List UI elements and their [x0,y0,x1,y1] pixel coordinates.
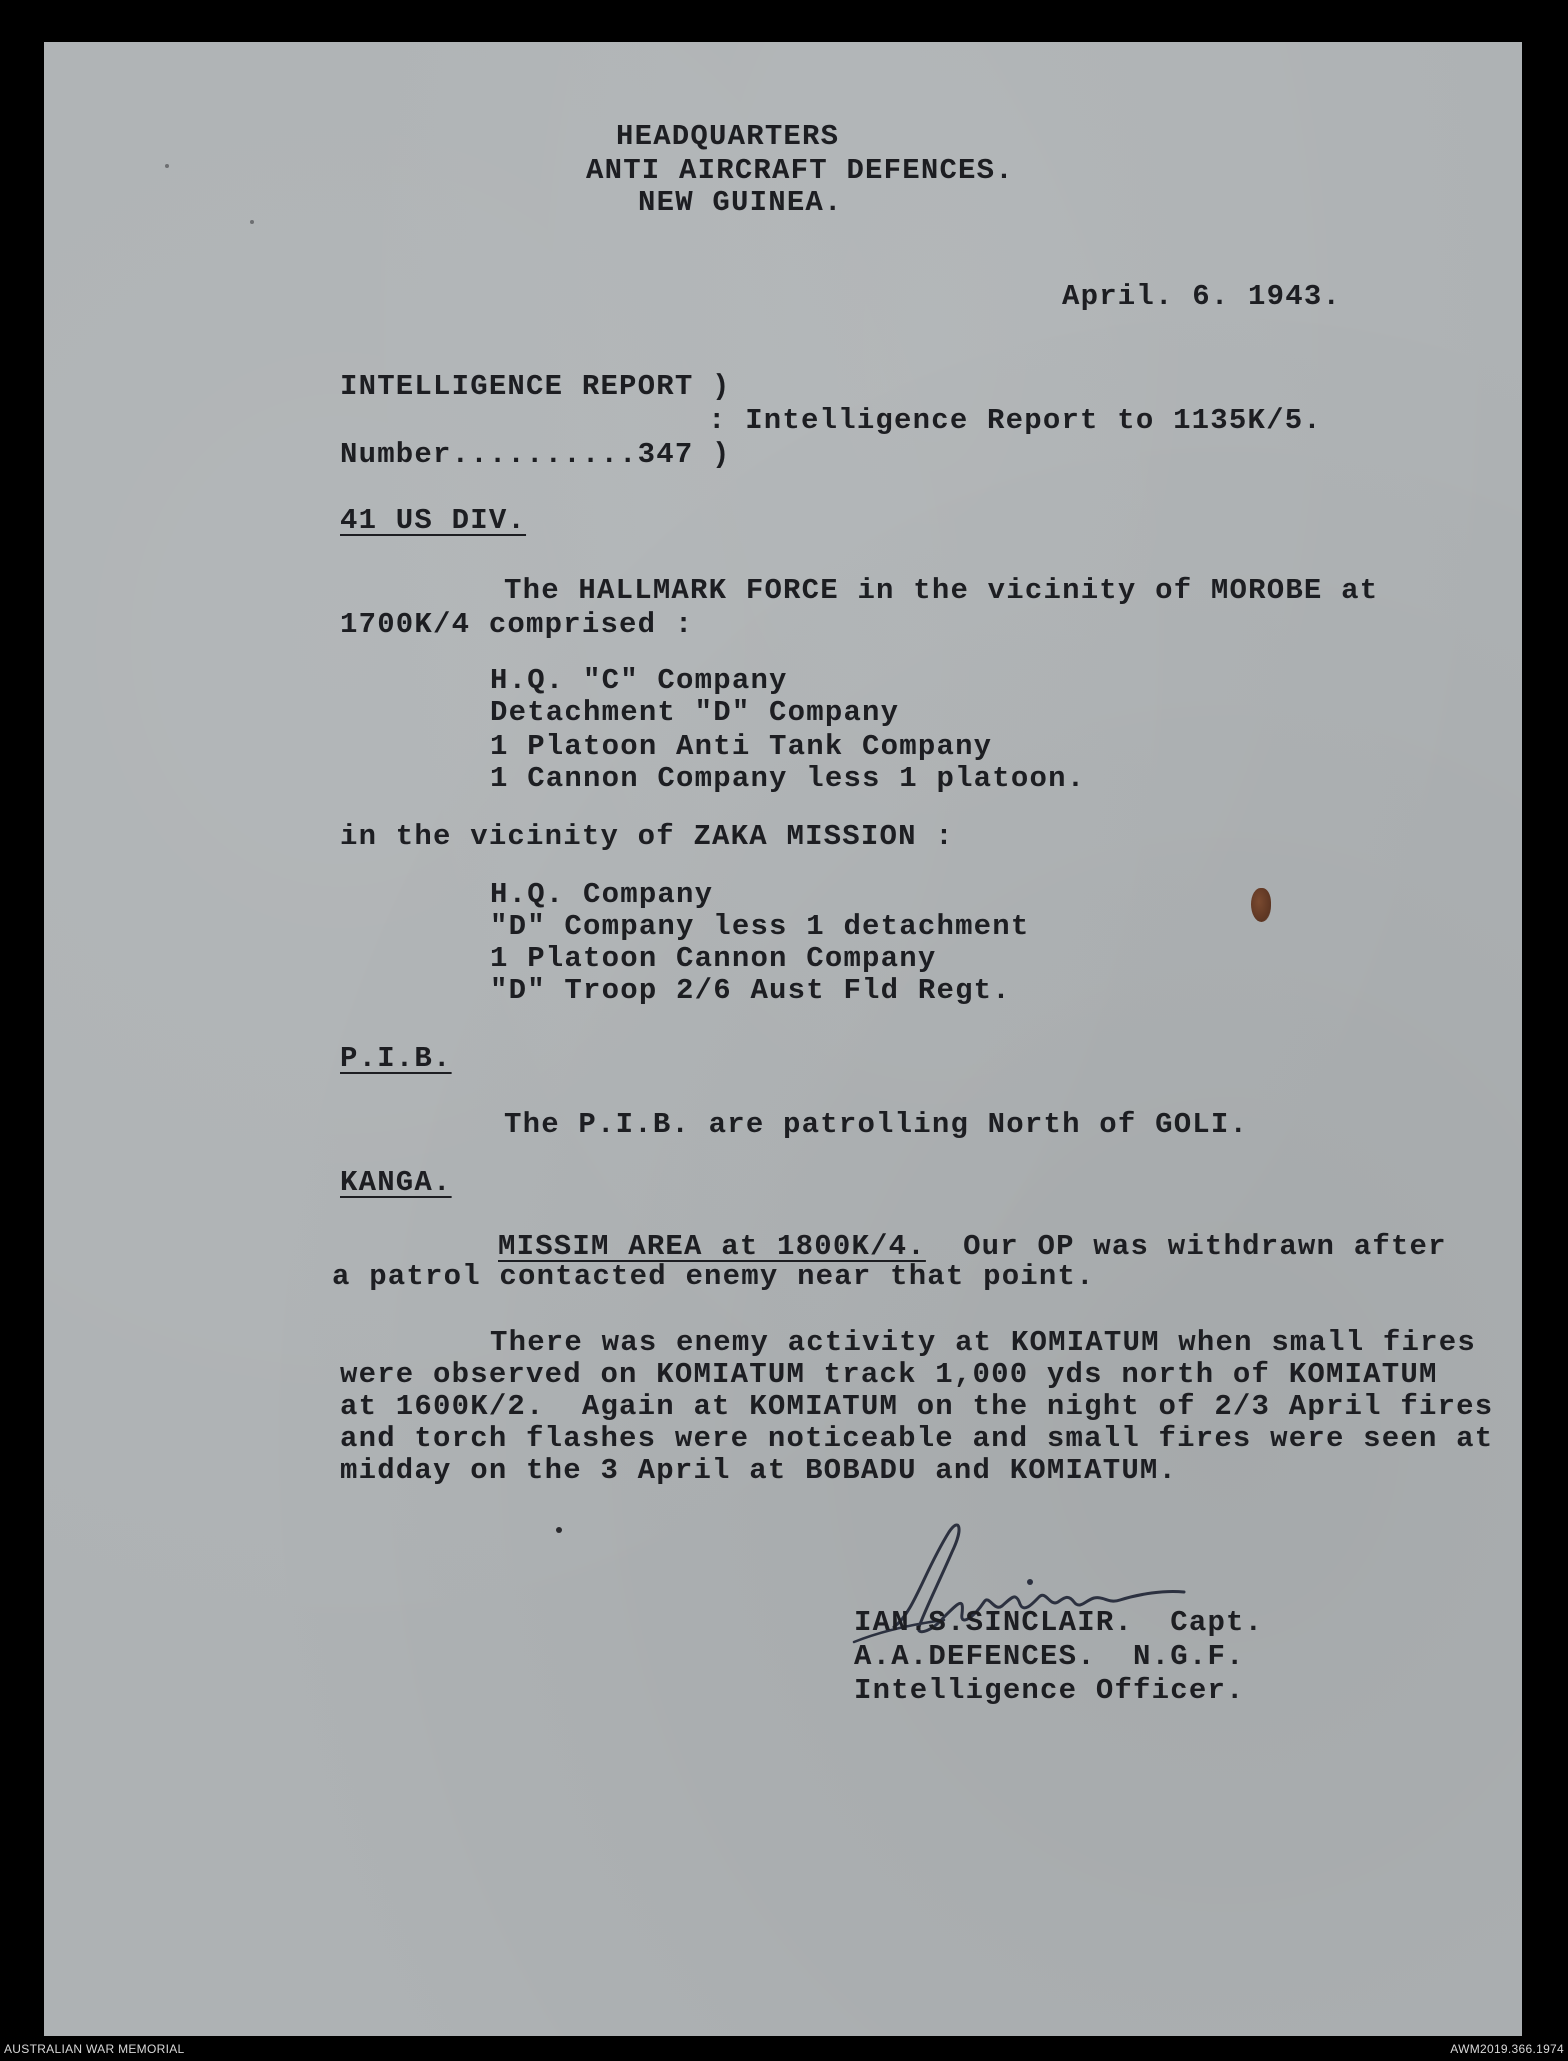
section-heading-pib: P.I.B. [340,1042,452,1075]
div41-intro-line-2: 1700K/4 comprised : [340,608,694,641]
morobe-unit-item: H.Q. "C" Company [490,664,788,697]
ink-dot [165,164,169,168]
kanga-para2-line: were observed on KOMIATUM track 1,000 yds north of KOMIATUM [340,1358,1438,1391]
signatory-name: IAN.S.SINCLAIR. Capt. [854,1606,1264,1639]
kanga-para2-line: at 1600K/2. Again at KOMIATUM on the night of 2/3 April fires [340,1390,1494,1423]
section-heading-41-us-div: 41 US DIV. [340,504,527,537]
ink-dot [250,220,254,224]
signatory-role: Intelligence Officer. [854,1674,1245,1707]
kanga-missim-heading: MISSIM AREA at 1800K/4. [498,1230,926,1263]
report-reference: : Intelligence Report to 1135K/5. [708,404,1322,437]
section-heading-kanga: KANGA. [340,1166,452,1199]
kanga-para2-line: midday on the 3 April at BOBADU and KOMIATUM. [340,1454,1178,1487]
footer-credit: AUSTRALIAN WAR MEMORIAL [4,2042,185,2056]
div41-intro-line-1: The HALLMARK FORCE in the vicinity of MOROBE at [504,574,1379,607]
report-number: Number..........347 ) [340,438,731,471]
kanga-para1-rest: Our OP was withdrawn after [925,1230,1447,1263]
morobe-unit-item: Detachment "D" Company [490,696,900,729]
signatory-unit: A.A.DEFENCES. N.G.F. [854,1640,1245,1673]
report-title: INTELLIGENCE REPORT ) [340,370,731,403]
zaka-unit-item: H.Q. Company [490,878,714,911]
kanga-para1-line2: a patrol contacted enemy near that point. [332,1260,1095,1293]
rust-stain [1251,888,1271,922]
header-line-headquarters: HEADQUARTERS [616,120,840,153]
zaka-unit-item: "D" Company less 1 detachment [490,910,1030,943]
header-line-defences: ANTI AIRCRAFT DEFENCES. [586,154,1014,187]
header-line-location: NEW GUINEA. [638,186,843,219]
zaka-unit-item: 1 Platoon Cannon Company [490,942,937,975]
kanga-para2-line: and torch flashes were noticeable and small fires were seen at [340,1422,1494,1455]
footer-accession-number: AWM2019.366.1974 [1450,2042,1564,2056]
document-date: April. 6. 1943. [1062,280,1342,313]
kanga-para2-line: There was enemy activity at KOMIATUM when small fires [490,1326,1476,1359]
morobe-unit-item: 1 Cannon Company less 1 platoon. [490,762,1086,795]
document-page [44,42,1522,2036]
zaka-intro: in the vicinity of ZAKA MISSION : [340,820,954,853]
ink-dot [556,1527,562,1533]
pib-text: The P.I.B. are patrolling North of GOLI. [504,1108,1249,1141]
kanga-para1-line1 [498,1232,1447,1261]
zaka-unit-item: "D" Troop 2/6 Aust Fld Regt. [490,974,1011,1007]
morobe-unit-item: 1 Platoon Anti Tank Company [490,730,993,763]
